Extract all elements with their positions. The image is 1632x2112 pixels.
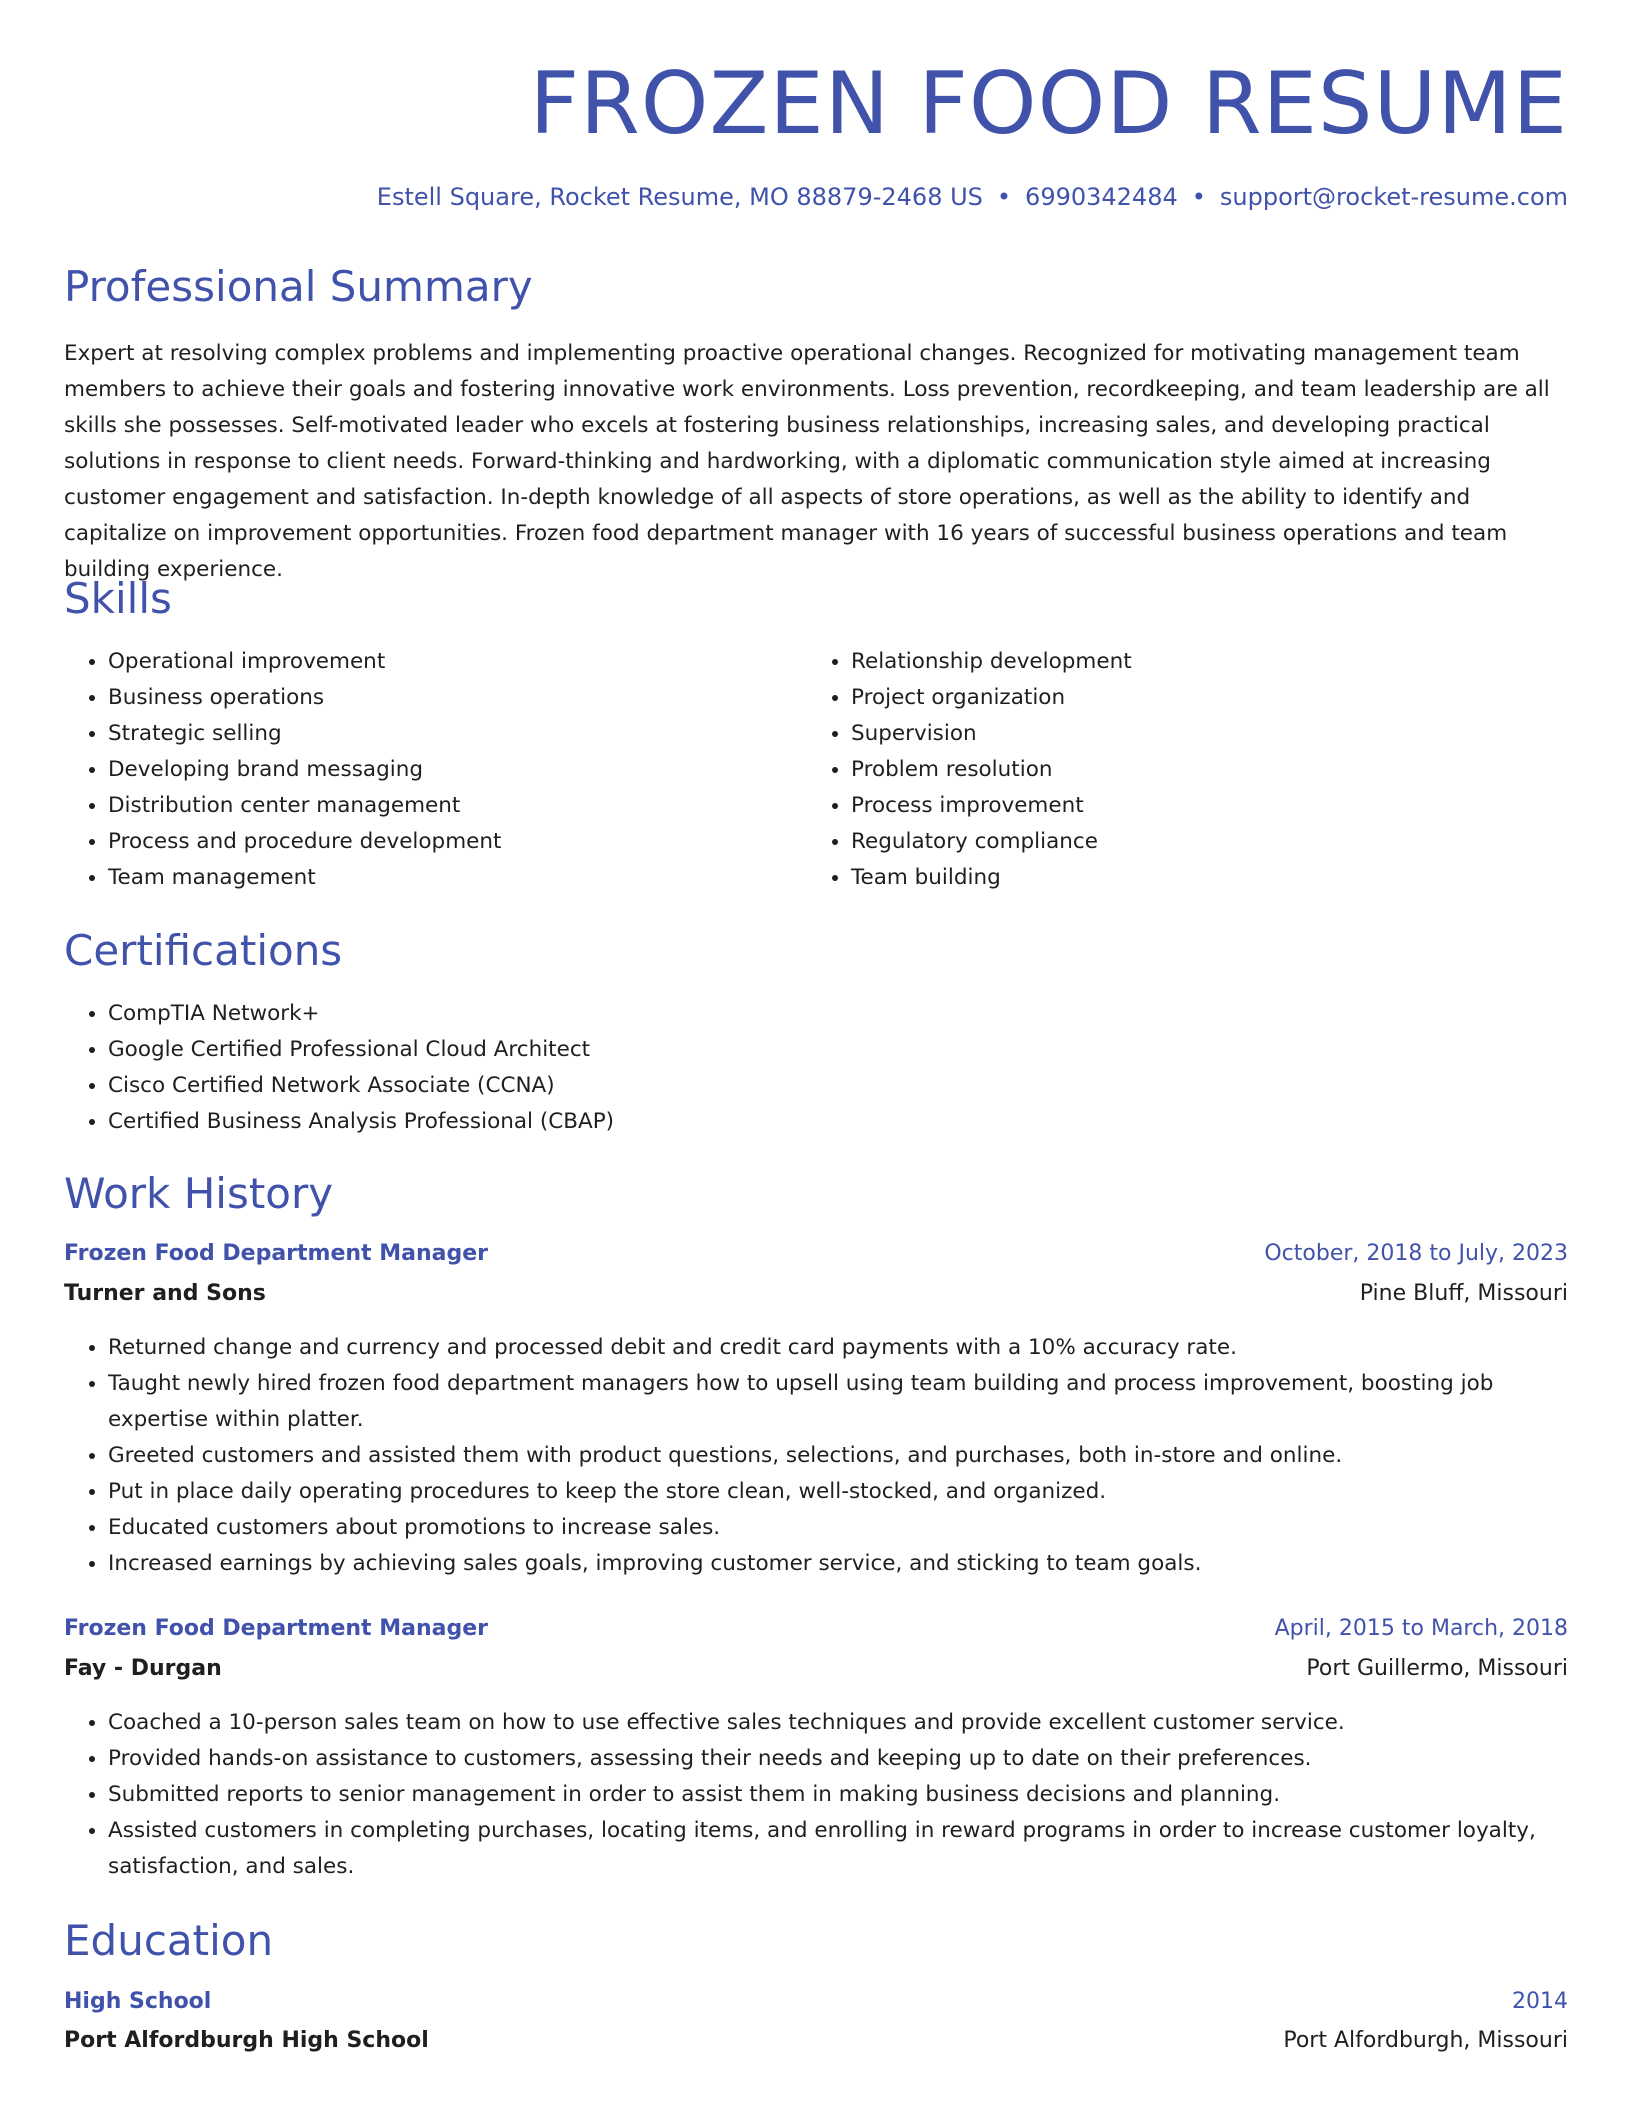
education-degree: High School [64,1989,212,2014]
certification-item: • CompTIA Network+ [108,996,1508,1032]
certifications-heading: Certifications [64,926,343,975]
skill-item: • Problem resolution [851,752,1571,788]
contact-phone: 6990342484 [1025,183,1178,211]
summary-heading: Professional Summary [64,262,533,311]
job-dates: April, 2015 to March, 2018 [1274,1616,1568,1641]
resume-title: FROZEN FOOD RESUME [529,54,1568,154]
skills-list-left [64,644,788,896]
skill-item: • Distribution center management [108,788,788,824]
skill-item: • Team management [108,860,788,896]
certification-item: • Google Certified Professional Cloud Architect [108,1032,1508,1068]
education-school: Port Alfordburgh High School [64,2028,429,2053]
skill-item: • Process and procedure development [108,824,788,860]
job-title-row [64,1239,1568,1269]
job-bullet: • Put in place daily operating procedures to keep the store clean, well-stocked, and organized. [108,1474,1568,1510]
job-company: Fay - Durgan [64,1656,222,1681]
job-bullet: • Submitted reports to senior management in order to assist them in making business decisions and planning. [108,1777,1568,1813]
job-bullet: • Increased earnings by achieving sales goals, improving customer service, and sticking to team goals. [108,1546,1568,1582]
job-bullets [64,1330,1568,1582]
job-company: Turner and Sons [64,1281,266,1306]
job-title-row [64,1614,1568,1644]
contact-address: Estell Square, Rocket Resume, MO 88879-2468 US [376,183,983,211]
education-degree-row [64,1987,1568,2017]
job-location: Port Guillermo, Missouri [1306,1656,1568,1681]
job-bullet: • Assisted customers in completing purchases, locating items, and enrolling in reward programs in order to increase customer loyalty, satisfaction, and sales. [108,1813,1568,1885]
skill-item: • Developing brand messaging [108,752,788,788]
certification-item: • Certified Business Analysis Professional (CBAP) [108,1104,1508,1140]
skill-item: • Business operations [108,680,788,716]
job-bullet: • Provided hands-on assistance to customers, assessing their needs and keeping up to date on their preferences. [108,1741,1568,1777]
education-school-row [64,2026,1568,2056]
job-title: Frozen Food Department Manager [64,1616,488,1641]
job-bullet: • Coached a 10-person sales team on how to use effective sales techniques and provide excellent customer service. [108,1705,1568,1741]
job-bullets [64,1705,1568,1885]
summary-text: Expert at resolving complex problems and implementing proactive operational changes. Recognized for motivating management team members to achieve their goals and fostering innovative work environments. Loss prevention, recordkeeping, and team leadership are all skills she possesses. Self-motivated leader who excels at fostering business relationships, increasing sales, and developing practical solutions in response to client needs. Forward-thinking and hardworking, with a diplomatic communication style aimed at increasing customer engagement and satisfaction. In-depth knowledge of all aspects of store operations, as well as the ability to identify and capitalize on improvement opportunities. Frozen food department manager with 16 years of successful business operations and team building experience. [64,341,1550,582]
work-history-heading: Work History [64,1169,334,1218]
skill-item: • Strategic selling [108,716,788,752]
education-year: 2014 [1512,1989,1568,2014]
skill-item: • Team building [851,860,1571,896]
job-bullet: • Greeted customers and assisted them with product questions, selections, and purchases, both in-store and online. [108,1438,1568,1474]
job-company-row [64,1654,1568,1684]
contact-line [377,182,1568,212]
job-location: Pine Bluff, Missouri [1359,1281,1568,1306]
certifications-list [64,996,1508,1140]
skill-item: • Relationship development [851,644,1571,680]
skill-item: • Process improvement [851,788,1571,824]
education-location: Port Alfordburgh, Missouri [1283,2028,1568,2053]
contact-separator: • [1191,183,1206,211]
job-bullet: • Returned change and currency and processed debit and credit card payments with a 10% accuracy rate. [108,1330,1568,1366]
skill-item: • Supervision [851,716,1571,752]
job-title: Frozen Food Department Manager [64,1241,488,1266]
job-company-row [64,1279,1568,1309]
job-dates: October, 2018 to July, 2023 [1264,1241,1568,1266]
job-bullet: • Educated customers about promotions to increase sales. [108,1510,1568,1546]
certification-item: • Cisco Certified Network Associate (CCNA) [108,1068,1508,1104]
job-bullet: • Taught newly hired frozen food department managers how to upsell using team building and process improvement, boosting job expertise within platter. [108,1366,1568,1438]
skill-item: • Project organization [851,680,1571,716]
skill-item: • Regulatory compliance [851,824,1571,860]
skills-heading: Skills [64,574,172,623]
contact-email[interactable]: support@rocket-resume.com [1219,183,1568,211]
skills-list-right [807,644,1571,896]
skill-item: • Operational improvement [108,644,788,680]
contact-separator: • [996,183,1012,211]
education-heading: Education [64,1916,274,1965]
